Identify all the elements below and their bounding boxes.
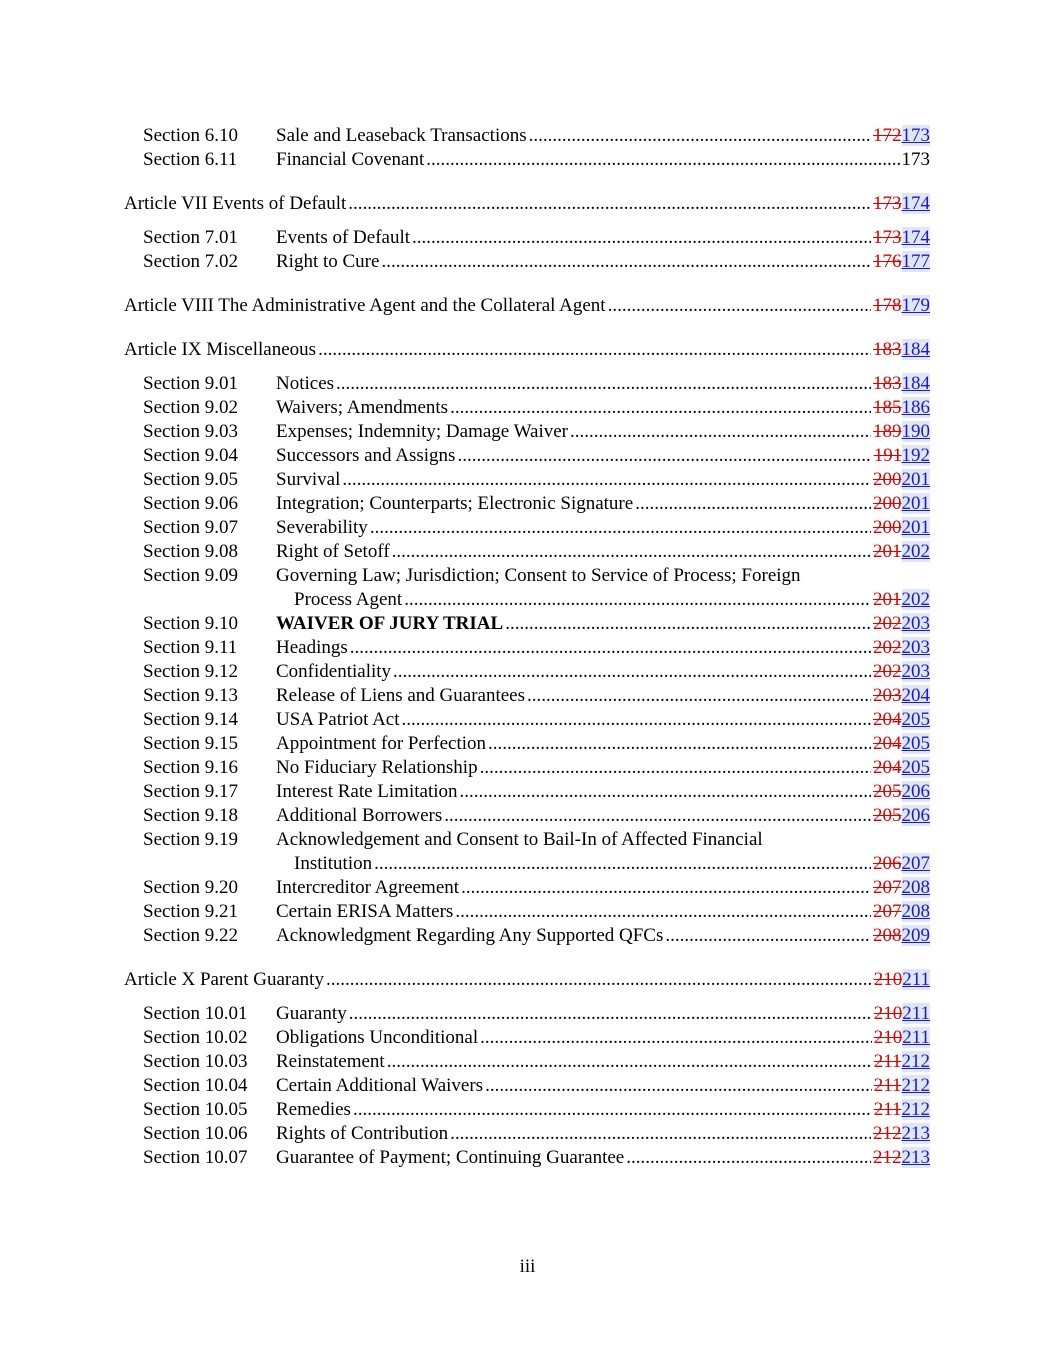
deleted-page-number: 178 [873, 295, 902, 316]
toc-leader-line [276, 492, 930, 516]
deleted-page-number: 207 [873, 901, 902, 922]
toc-leader-line [276, 780, 930, 804]
toc-section-entry[interactable] [124, 540, 930, 564]
page-ref[interactable] [871, 612, 930, 636]
toc-leader-line [276, 684, 930, 708]
toc-leader-line [276, 1146, 930, 1170]
section-number: Section 10.05 [143, 1099, 248, 1120]
toc-leader-line [276, 372, 930, 396]
inserted-page-link[interactable]: 206 [901, 805, 930, 826]
section-number: Section 10.02 [143, 1027, 248, 1048]
section-number: Section 10.07 [143, 1147, 248, 1168]
section-title: Acknowledgment Regarding Any Supported QFCs [276, 925, 664, 946]
page-ref[interactable] [871, 900, 930, 924]
dot-leader [488, 732, 871, 756]
deleted-page-number: 212 [873, 1123, 902, 1144]
toc-article-entry[interactable] [124, 338, 930, 362]
section-number: Section 7.02 [143, 251, 238, 272]
page-ref[interactable] [871, 1122, 930, 1146]
page-ref[interactable] [871, 732, 930, 756]
section-number: Section 9.20 [143, 877, 238, 898]
inserted-page-link[interactable]: 205 [901, 757, 930, 778]
article-title: Article VIII The Administrative Agent and the Collateral Agent [124, 295, 606, 316]
page-ref[interactable] [871, 192, 930, 216]
section-number: Section 9.16 [143, 757, 238, 778]
toc-leader-line [276, 804, 930, 828]
page-ref[interactable] [872, 968, 930, 992]
page-ref[interactable] [871, 250, 930, 274]
toc-section-entry[interactable] [124, 250, 930, 274]
page-ref[interactable] [900, 148, 931, 172]
page-ref[interactable] [871, 468, 930, 492]
section-number: Section 9.22 [143, 925, 238, 946]
deleted-page-number: 211 [873, 1051, 902, 1072]
dot-leader [608, 294, 871, 318]
toc-section-entry[interactable] [124, 1122, 930, 1146]
section-title: Appointment for Perfection [276, 733, 487, 754]
inserted-page-link[interactable]: 184 [901, 339, 930, 360]
page-ref[interactable] [871, 540, 930, 564]
dot-leader [665, 924, 871, 948]
toc-section-entry[interactable] [124, 828, 930, 876]
toc-leader-line [276, 612, 930, 636]
section-number: Section 9.10 [143, 613, 238, 634]
deleted-page-number: 176 [873, 251, 902, 272]
section-number: Section 7.01 [143, 227, 238, 248]
deleted-page-number: 202 [873, 661, 902, 682]
section-title: Remedies [276, 1099, 351, 1120]
article-title: Article VII Events of Default [124, 193, 347, 214]
section-title: Right of Setoff [276, 541, 390, 562]
dot-leader [402, 708, 871, 732]
section-number: Section 9.18 [143, 805, 238, 826]
section-title: Institution [294, 853, 373, 874]
section-number: Section 9.19 [143, 829, 238, 850]
inserted-page-link[interactable]: 179 [901, 295, 930, 316]
toc-leader-line [276, 1098, 930, 1122]
toc-leader-line [276, 732, 930, 756]
section-number: Section 9.12 [143, 661, 238, 682]
toc-section-entry[interactable] [124, 468, 930, 492]
deleted-page-number: 173 [873, 227, 902, 248]
deleted-page-number: 183 [873, 339, 902, 360]
inserted-page-link[interactable]: 174 [901, 227, 930, 248]
inserted-page-link[interactable]: 208 [901, 901, 930, 922]
toc-leader-line [276, 148, 930, 172]
toc-article-entry[interactable] [124, 968, 930, 992]
inserted-page-link[interactable]: 203 [901, 661, 930, 682]
dot-leader [353, 1098, 872, 1122]
dot-leader [387, 1050, 872, 1074]
toc-section-entry[interactable] [124, 148, 930, 172]
deleted-page-number: 205 [873, 805, 902, 826]
inserted-page-link[interactable]: 204 [901, 685, 930, 706]
section-title: Confidentiality [276, 661, 392, 682]
toc-leader-line [276, 468, 930, 492]
toc-leader-line [294, 852, 930, 876]
toc-section-entry[interactable] [124, 900, 930, 924]
toc-leader-line [124, 192, 930, 216]
toc-leader-line [276, 420, 930, 444]
toc-section-entry[interactable] [124, 660, 930, 684]
dot-leader [635, 492, 871, 516]
section-title: Certain Additional Waivers [276, 1075, 484, 1096]
toc-leader-line [294, 588, 930, 612]
toc-section-entry[interactable] [124, 612, 930, 636]
toc-leader-line [276, 756, 930, 780]
deleted-page-number: 200 [873, 469, 902, 490]
section-number: Section 9.14 [143, 709, 238, 730]
section-number: Section 9.06 [143, 493, 238, 514]
section-number: Section 9.21 [143, 901, 238, 922]
dot-leader [527, 684, 871, 708]
section-number: Section 9.07 [143, 517, 238, 538]
section-title: Severability [276, 517, 368, 538]
section-number: Section 6.11 [143, 149, 238, 170]
toc-leader-line [276, 876, 930, 900]
page-number-ref[interactable]: 173 [901, 149, 930, 170]
toc-leader-line [124, 294, 930, 318]
deleted-page-number: 202 [873, 613, 902, 634]
page-number: iii [519, 1256, 536, 1277]
dot-leader [570, 420, 871, 444]
toc-section-entry[interactable] [124, 226, 930, 250]
toc-section-entry[interactable] [124, 924, 930, 948]
page-ref[interactable] [871, 294, 930, 318]
inserted-page-link[interactable]: 202 [901, 589, 930, 610]
toc-leader-line [276, 1074, 930, 1098]
deleted-page-number: 202 [873, 637, 902, 658]
page-ref[interactable] [871, 372, 930, 396]
section-number: Section 9.03 [143, 421, 238, 442]
toc-section-entry[interactable] [124, 732, 930, 756]
deleted-page-number: 210 [873, 969, 903, 990]
toc-section-entry[interactable] [124, 876, 930, 900]
toc-leader-line [276, 250, 930, 274]
inserted-page-link[interactable]: 201 [901, 517, 930, 538]
toc-article-entry[interactable] [124, 192, 930, 216]
dot-leader [404, 588, 871, 612]
toc-article-entry[interactable] [124, 294, 930, 318]
toc-section-entry[interactable] [124, 780, 930, 804]
inserted-page-link[interactable]: 211 [902, 1003, 930, 1024]
deleted-page-number: 189 [873, 421, 902, 442]
inserted-page-link[interactable]: 192 [901, 445, 930, 466]
page-ref[interactable] [871, 420, 930, 444]
deleted-page-number: 210 [873, 1003, 903, 1024]
inserted-page-link[interactable]: 177 [901, 251, 930, 272]
deleted-page-number: 204 [873, 709, 902, 730]
page-ref[interactable] [871, 876, 930, 900]
toc-section-entry[interactable] [124, 1002, 930, 1026]
section-number: Section 9.13 [143, 685, 238, 706]
inserted-page-link[interactable]: 209 [901, 925, 930, 946]
section-number: Section 9.09 [143, 565, 238, 586]
section-title: Guarantee of Payment; Continuing Guarantee [276, 1147, 625, 1168]
toc-leader-line [276, 396, 930, 420]
deleted-page-number: 207 [873, 877, 902, 898]
inserted-page-link[interactable]: 213 [901, 1147, 930, 1168]
section-title: Integration; Counterparts; Electronic Signature [276, 493, 634, 514]
deleted-page-number: 211 [873, 1099, 902, 1120]
section-number: Section 6.10 [143, 125, 238, 146]
deleted-page-number: 208 [873, 925, 902, 946]
toc-leader-line [276, 900, 930, 924]
toc-section-entry[interactable] [124, 396, 930, 420]
section-title: WAIVER OF JURY TRIAL [276, 613, 504, 634]
section-title: No Fiduciary Relationship [276, 757, 478, 778]
article-title: Article X Parent Guaranty [124, 969, 324, 990]
dot-leader [326, 968, 872, 992]
dot-leader [455, 900, 871, 924]
dot-leader [444, 804, 871, 828]
toc-section-entry[interactable] [124, 684, 930, 708]
deleted-page-number: 211 [873, 1075, 902, 1096]
section-title: Successors and Assigns [276, 445, 456, 466]
inserted-page-link[interactable]: 174 [901, 193, 930, 214]
section-title: Rights of Contribution [276, 1123, 449, 1144]
dot-leader [529, 124, 871, 148]
page-ref[interactable] [871, 492, 930, 516]
section-title: Right to Cure [276, 251, 380, 272]
section-number: Section 9.01 [143, 373, 238, 394]
toc-section-entry[interactable] [124, 1146, 930, 1170]
toc-leader-line [276, 124, 930, 148]
deleted-page-number: 173 [873, 193, 902, 214]
section-number: Section 9.15 [143, 733, 238, 754]
toc-section-entry[interactable] [124, 564, 930, 612]
dot-leader [485, 1074, 872, 1098]
toc-section-entry[interactable] [124, 420, 930, 444]
section-title: Headings [276, 637, 348, 658]
section-title: Certain ERISA Matters [276, 901, 454, 922]
section-title: Interest Rate Limitation [276, 781, 458, 802]
table-of-contents [124, 124, 930, 1170]
section-number: Section 9.08 [143, 541, 238, 562]
toc-section-entry[interactable] [124, 1026, 930, 1050]
section-number: Section 9.11 [143, 637, 238, 658]
inserted-page-link[interactable]: 206 [901, 781, 930, 802]
dot-leader [349, 1002, 872, 1026]
dot-leader [348, 192, 871, 216]
toc-section-entry[interactable] [124, 804, 930, 828]
page-ref[interactable] [871, 924, 930, 948]
section-title: Sale and Leaseback Transactions [276, 125, 527, 146]
page-ref[interactable] [871, 660, 930, 684]
page-ref[interactable] [871, 396, 930, 420]
section-number: Section 10.03 [143, 1051, 248, 1072]
dot-leader [350, 636, 871, 660]
page-ref[interactable] [871, 516, 930, 540]
inserted-page-link[interactable]: 203 [901, 613, 930, 634]
page-ref[interactable] [872, 1050, 930, 1074]
deleted-page-number: 172 [873, 125, 902, 146]
section-title-line1: Acknowledgement and Consent to Bail-In of Affected Financial [276, 829, 763, 850]
inserted-page-link[interactable]: 207 [901, 853, 930, 874]
section-number: Section 10.04 [143, 1075, 248, 1096]
dot-leader [426, 148, 899, 172]
section-title: Waivers; Amendments [276, 397, 449, 418]
toc-leader-line [276, 708, 930, 732]
deleted-page-number: 205 [873, 781, 902, 802]
page-ref[interactable] [871, 588, 930, 612]
section-title: Release of Liens and Guarantees [276, 685, 526, 706]
toc-section-entry[interactable] [124, 1050, 930, 1074]
inserted-page-link[interactable]: 205 [901, 733, 930, 754]
toc-section-entry[interactable] [124, 516, 930, 540]
toc-section-entry[interactable] [124, 756, 930, 780]
dot-leader [336, 372, 871, 396]
dot-leader [480, 1026, 872, 1050]
dot-leader [505, 612, 871, 636]
dot-leader [392, 540, 871, 564]
inserted-page-link[interactable]: 212 [901, 1075, 930, 1096]
toc-leader-line [276, 660, 930, 684]
page-ref[interactable] [871, 338, 930, 362]
section-number: Section 10.06 [143, 1123, 248, 1144]
page-ref[interactable] [872, 1002, 930, 1026]
page-ref[interactable] [871, 684, 930, 708]
inserted-page-link[interactable]: 201 [901, 493, 930, 514]
toc-leader-line [276, 540, 930, 564]
inserted-page-link[interactable]: 211 [902, 1027, 930, 1048]
deleted-page-number: 204 [873, 733, 902, 754]
inserted-page-link[interactable]: 184 [901, 373, 930, 394]
dot-leader [412, 226, 871, 250]
deleted-page-number: 185 [873, 397, 902, 418]
toc-section-entry[interactable] [124, 708, 930, 732]
dot-leader [318, 338, 871, 362]
toc-leader-line [276, 1050, 930, 1074]
section-number: Section 9.05 [143, 469, 238, 490]
inserted-page-link[interactable]: 202 [901, 541, 930, 562]
page-ref[interactable] [872, 1026, 930, 1050]
section-title: Process Agent [294, 589, 403, 610]
deleted-page-number: 201 [873, 589, 902, 610]
deleted-page-number: 206 [873, 853, 902, 874]
deleted-page-number: 191 [873, 445, 902, 466]
section-title: USA Patriot Act [276, 709, 400, 730]
toc-leader-line [276, 1002, 930, 1026]
section-title: Survival [276, 469, 341, 490]
deleted-page-number: 183 [873, 373, 902, 394]
section-title: Intercreditor Agreement [276, 877, 460, 898]
inserted-page-link[interactable]: 203 [901, 637, 930, 658]
toc-leader-line [276, 226, 930, 250]
page-ref[interactable] [871, 804, 930, 828]
dot-leader [460, 780, 871, 804]
toc-leader-line [276, 516, 930, 540]
section-title-line1: Governing Law; Jurisdiction; Consent to Service of Process; Foreign [276, 565, 801, 586]
deleted-page-number: 200 [873, 493, 902, 514]
dot-leader [370, 516, 871, 540]
section-title: Additional Borrowers [276, 805, 443, 826]
toc-section-entry[interactable] [124, 124, 930, 148]
inserted-page-link[interactable]: 212 [901, 1051, 930, 1072]
deleted-page-number: 200 [873, 517, 902, 538]
toc-section-entry[interactable] [124, 1074, 930, 1098]
section-number: Section 9.04 [143, 445, 238, 466]
section-number: Section 10.01 [143, 1003, 248, 1024]
dot-leader [393, 660, 871, 684]
toc-leader-line [124, 338, 930, 362]
toc-section-entry[interactable] [124, 636, 930, 660]
toc-leader-line [276, 1026, 930, 1050]
inserted-page-link[interactable]: 211 [902, 969, 930, 990]
page-ref[interactable] [871, 780, 930, 804]
deleted-page-number: 210 [873, 1027, 903, 1048]
dot-leader [381, 250, 871, 274]
page-ref[interactable] [871, 636, 930, 660]
dot-leader [457, 444, 871, 468]
page-ref[interactable] [872, 1074, 930, 1098]
page-ref[interactable] [871, 1146, 930, 1170]
inserted-page-link[interactable]: 212 [901, 1099, 930, 1120]
inserted-page-link[interactable]: 205 [901, 709, 930, 730]
page-ref[interactable] [872, 444, 930, 468]
toc-leader-line [276, 636, 930, 660]
section-title: Obligations Unconditional [276, 1027, 479, 1048]
inserted-page-link[interactable]: 186 [901, 397, 930, 418]
inserted-page-link[interactable]: 201 [901, 469, 930, 490]
section-title: Expenses; Indemnity; Damage Waiver [276, 421, 569, 442]
deleted-page-number: 201 [873, 541, 902, 562]
inserted-page-link[interactable]: 213 [901, 1123, 930, 1144]
inserted-page-link[interactable]: 190 [901, 421, 930, 442]
dot-leader [374, 852, 871, 876]
section-title: Financial Covenant [276, 149, 425, 170]
section-number: Section 9.02 [143, 397, 238, 418]
page-ref[interactable] [872, 1098, 930, 1122]
page-ref[interactable] [871, 852, 930, 876]
deleted-page-number: 204 [873, 757, 902, 778]
section-title: Events of Default [276, 227, 411, 248]
section-title: Guaranty [276, 1003, 347, 1024]
dot-leader [450, 396, 871, 420]
toc-leader-line [276, 924, 930, 948]
dot-leader [342, 468, 871, 492]
toc-section-entry[interactable] [124, 444, 930, 468]
section-title: Notices [276, 373, 335, 394]
toc-leader-line [276, 1122, 930, 1146]
dot-leader [461, 876, 871, 900]
dot-leader [450, 1122, 871, 1146]
toc-section-entry[interactable] [124, 492, 930, 516]
inserted-page-link[interactable]: 173 [901, 125, 930, 146]
section-number: Section 9.17 [143, 781, 238, 802]
toc-section-entry[interactable] [124, 372, 930, 396]
page-ref[interactable] [871, 124, 930, 148]
toc-leader-line [276, 444, 930, 468]
toc-section-entry[interactable] [124, 1098, 930, 1122]
section-title: Reinstatement [276, 1051, 385, 1072]
inserted-page-link[interactable]: 208 [901, 877, 930, 898]
deleted-page-number: 203 [873, 685, 902, 706]
dot-leader [480, 756, 871, 780]
page-ref[interactable] [871, 708, 930, 732]
dot-leader [626, 1146, 871, 1170]
page-ref[interactable] [871, 756, 930, 780]
deleted-page-number: 212 [873, 1147, 902, 1168]
page-ref[interactable] [871, 226, 930, 250]
article-title: Article IX Miscellaneous [124, 339, 317, 360]
toc-leader-line [124, 968, 930, 992]
